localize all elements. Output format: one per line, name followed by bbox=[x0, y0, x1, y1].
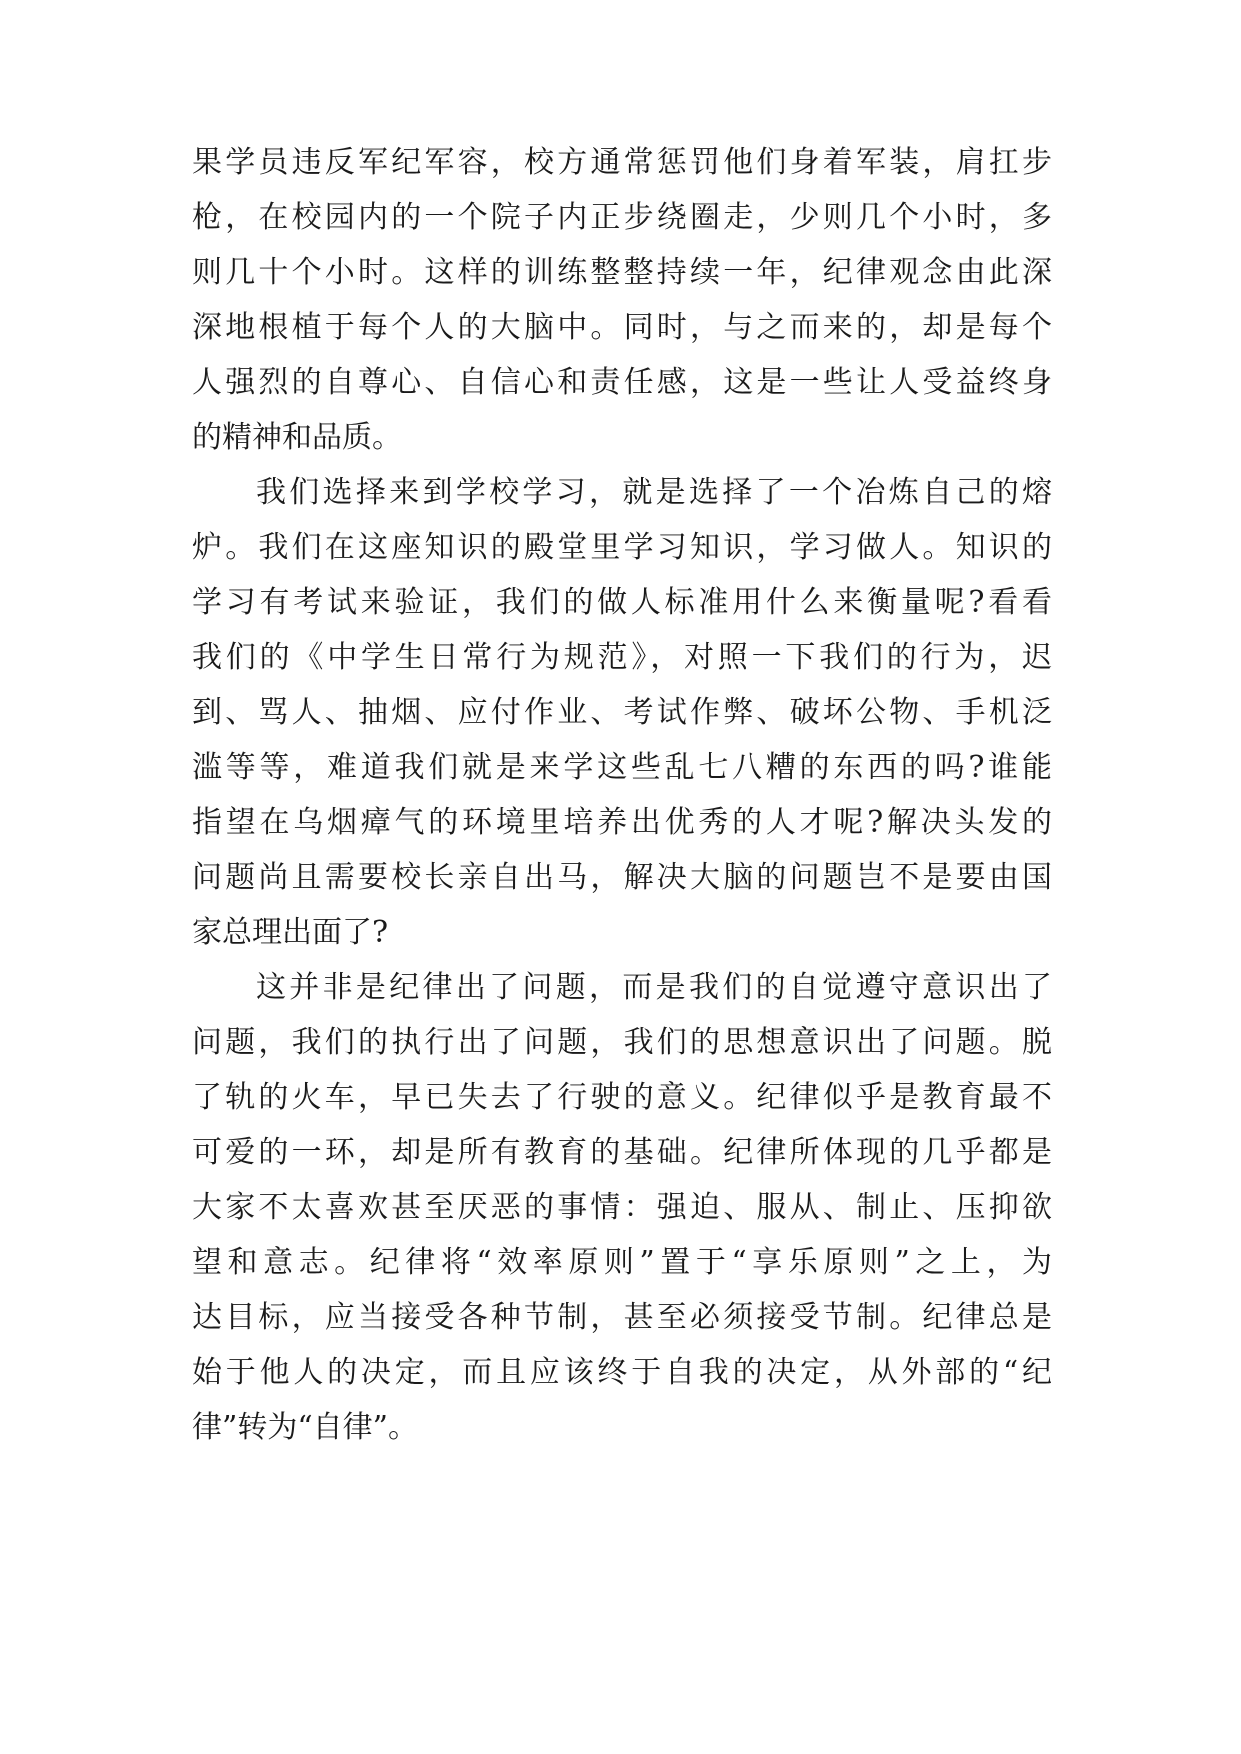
paragraph-2-line-8: 问题尚且需要校长亲自出马，解决大脑的问题岂不是要由国 bbox=[192, 860, 1052, 895]
paragraph-2-line-9: 家总理出面了? bbox=[192, 915, 389, 950]
paragraph-2-line-6: 滥等等，难道我们就是来学这些乱七八糟的东西的吗?谁能 bbox=[192, 750, 1052, 785]
paragraph-2-line-4: 我们的《中学生日常行为规范》，对照一下我们的行为，迟 bbox=[192, 640, 1052, 675]
paragraph-3-line-5: 大家不太喜欢甚至厌恶的事情：强迫、服从、制止、压抑欲 bbox=[192, 1190, 1052, 1225]
paragraph-3-line-7: 达目标，应当接受各种节制，甚至必须接受节制。纪律总是 bbox=[192, 1300, 1052, 1335]
paragraph-1-line-5: 人强烈的自尊心、自信心和责任感，这是一些让人受益终身 bbox=[192, 365, 1052, 400]
paragraph-1-line-2: 枪，在校园内的一个院子内正步绕圈走，少则几个小时，多 bbox=[192, 200, 1052, 235]
paragraph-1-line-4: 深地根植于每个人的大脑中。同时，与之而来的，却是每个 bbox=[192, 310, 1052, 345]
paragraph-3-line-2: 问题，我们的执行出了问题，我们的思想意识出了问题。脱 bbox=[192, 1025, 1052, 1060]
paragraph-2-line-7: 指望在乌烟瘴气的环境里培养出优秀的人才呢?解决头发的 bbox=[192, 805, 1052, 840]
paragraph-2-line-3: 学习有考试来验证，我们的做人标准用什么来衡量呢?看看 bbox=[192, 585, 1052, 620]
paragraph-2-line-2: 炉。我们在这座知识的殿堂里学习知识，学习做人。知识的 bbox=[192, 530, 1052, 565]
paragraph-1-line-6: 的精神和品质。 bbox=[192, 420, 402, 455]
paragraph-2-line-1: 我们选择来到学校学习，就是选择了一个冶炼自己的熔 bbox=[256, 475, 1052, 510]
paragraph-3-line-6: 望和意志。纪律将“效率原则”置于“享乐原则”之上，为 bbox=[192, 1245, 1052, 1280]
paragraph-3-line-9: 律”转为“自律”。 bbox=[192, 1410, 419, 1445]
paragraph-3-line-4: 可爱的一环，却是所有教育的基础。纪律所体现的几乎都是 bbox=[192, 1135, 1052, 1170]
paragraph-1-line-3: 则几十个小时。这样的训练整整持续一年，纪律观念由此深 bbox=[192, 255, 1052, 290]
paragraph-3-line-3: 了轨的火车，早已失去了行驶的意义。纪律似乎是教育最不 bbox=[192, 1080, 1052, 1115]
paragraph-2-line-5: 到、骂人、抽烟、应付作业、考试作弊、破坏公物、手机泛 bbox=[192, 695, 1052, 730]
paragraph-3-line-1: 这并非是纪律出了问题，而是我们的自觉遵守意识出了 bbox=[256, 970, 1052, 1005]
paragraph-3-line-8: 始于他人的决定，而且应该终于自我的决定，从外部的“纪 bbox=[192, 1355, 1052, 1390]
paragraph-1-line-1: 果学员违反军纪军容，校方通常惩罚他们身着军装，肩扛步 bbox=[192, 145, 1052, 180]
